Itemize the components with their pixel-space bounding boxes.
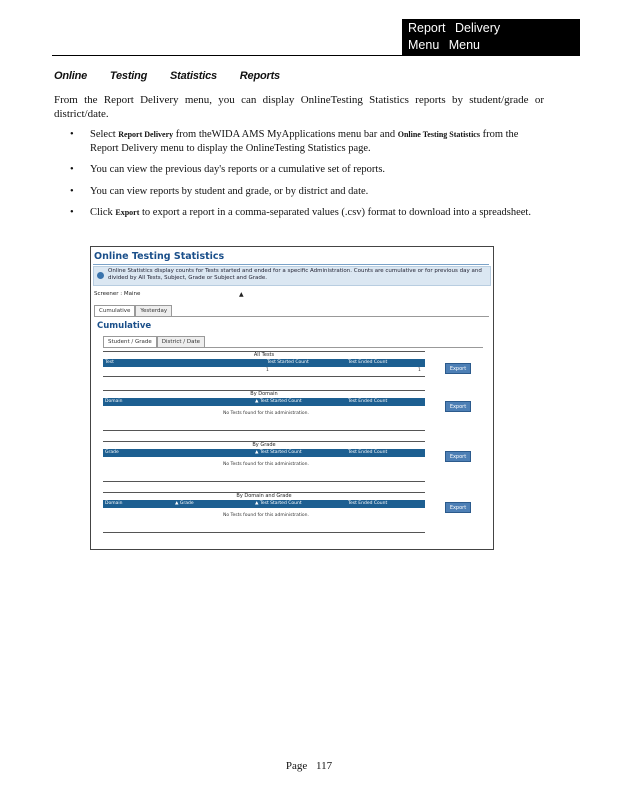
page-header-box: [402, 19, 580, 55]
collapse-icon[interactable]: ▲: [239, 291, 244, 298]
report-by-domain: [103, 390, 425, 431]
tab-student-grade[interactable]: Student / Grade: [103, 336, 157, 347]
cell: 1: [418, 368, 421, 373]
report-caption: By Domain and Grade: [103, 492, 425, 500]
column-header[interactable]: Test: [105, 360, 114, 365]
column-header[interactable]: Test Ended Count: [348, 501, 388, 506]
empty-message: No Tests found for this administration.: [223, 462, 309, 467]
list-item: • Select Report Delivery from theWIDA AMS MyApplications menu bar and Online Testing Statistics from the Report Delivery menu to display the OnlineTesting Statistics page.: [70, 129, 519, 154]
header-rule: [52, 55, 580, 56]
screenshot-panel: [90, 246, 494, 550]
report-all-tests: [103, 351, 425, 377]
table-row: [103, 508, 425, 533]
title-rule: [93, 264, 489, 265]
tab-cumulative[interactable]: Cumulative: [94, 305, 135, 316]
section-heading: Cumulative: [97, 321, 152, 331]
table-header: [103, 398, 425, 406]
export-button[interactable]: Export: [445, 401, 471, 412]
table-header: [103, 359, 425, 367]
column-header[interactable]: ▲ Test Started Count: [255, 399, 302, 404]
report-by-domain-and-grade: [103, 492, 425, 533]
period-tabs: [94, 305, 172, 316]
column-header[interactable]: Test Ended Count: [348, 399, 388, 404]
table-header: [103, 500, 425, 508]
tab-district-date[interactable]: District / Date: [157, 336, 205, 347]
screener-label: Screener : Maine: [94, 291, 141, 297]
info-banner: [93, 266, 491, 286]
export-button[interactable]: Export: [445, 451, 471, 462]
page-number: Page 117: [285, 760, 333, 772]
header-line-2: Menu Menu: [408, 38, 481, 52]
list-item: • You can view reports by student and grade, or by district and date.: [70, 185, 369, 197]
column-header[interactable]: Test Ended Count: [348, 450, 388, 455]
column-header[interactable]: ▲ Grade: [175, 501, 194, 506]
tab-divider: [103, 347, 483, 348]
cell: 1: [266, 368, 269, 373]
table-header: [103, 449, 425, 457]
list-item: • Click Export to export a report in a comma-separated values (.csv) format to download into a spreadsheet.: [70, 207, 531, 218]
column-header[interactable]: Test Started Count: [267, 360, 309, 365]
column-header[interactable]: ▲ Test Started Count: [255, 501, 302, 506]
table-row: [103, 367, 425, 377]
empty-message: No Tests found for this administration.: [223, 411, 309, 416]
panel-title: Online Testing Statistics: [94, 251, 225, 262]
export-button[interactable]: Export: [445, 363, 471, 374]
column-header[interactable]: Domain: [105, 501, 123, 506]
table-row: [103, 457, 425, 482]
view-tabs: [103, 336, 205, 347]
report-caption: All Tests: [103, 351, 425, 359]
column-header[interactable]: Domain: [105, 399, 123, 404]
info-icon: [97, 272, 104, 279]
info-text: Online Statistics display counts for Tests started and ended for a specific Administration. Counts are cumulative or for previous day and divided by All Tests, Subject, Grade or Subject and Grade.: [108, 268, 482, 281]
empty-message: No Tests found for this administration.: [223, 513, 309, 518]
report-by-grade: [103, 441, 425, 482]
tab-yesterday[interactable]: Yesterday: [135, 305, 172, 316]
header-line-1: Report Delivery: [408, 21, 501, 35]
section-title: Online Testing Statistics Reports: [54, 70, 280, 82]
column-header[interactable]: Grade: [105, 450, 119, 455]
table-row: [103, 406, 425, 431]
report-caption: By Grade: [103, 441, 425, 449]
tab-divider: [94, 316, 489, 317]
report-caption: By Domain: [103, 390, 425, 398]
column-header[interactable]: Test Ended Count: [348, 360, 388, 365]
export-button[interactable]: Export: [445, 502, 471, 513]
bullet-list: [70, 128, 540, 228]
column-header[interactable]: ▲ Test Started Count: [255, 450, 302, 455]
intro-paragraph: From the Report Delivery menu, you can display OnlineTesting Statistics reports by student/grade or district/date.: [54, 94, 544, 120]
list-item: • You can view the previous day's reports or a cumulative set of reports.: [70, 164, 386, 175]
